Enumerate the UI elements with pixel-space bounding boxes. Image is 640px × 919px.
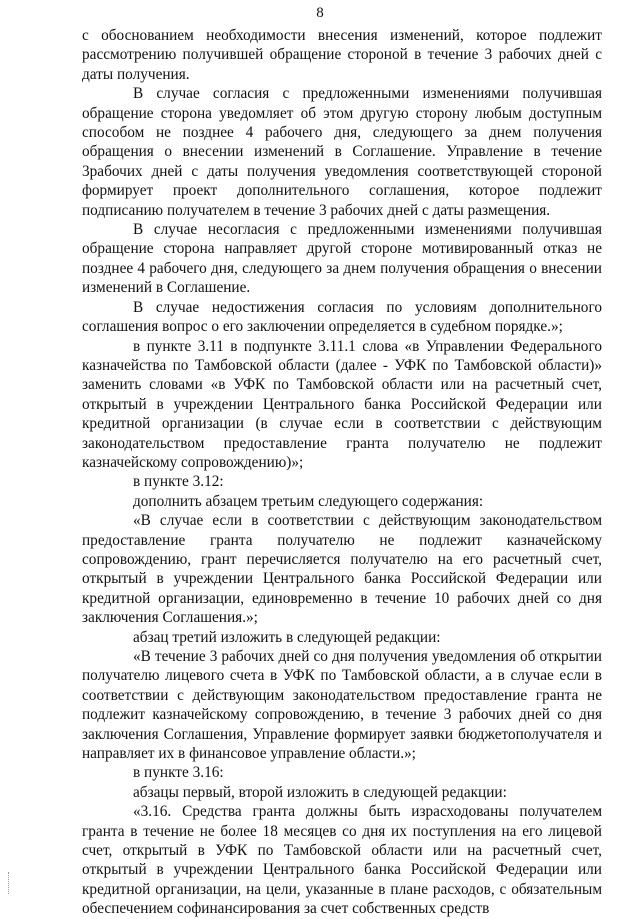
paragraph: дополнить абзацем третьим следующего содержания: <box>133 492 484 510</box>
paragraph: В случае несогласия с предложенными изменениями получившая обращение сторона направляет другой стороне мотивированный отказ не позднее 4 рабочего дня, следующего за днем получения обращения о внесении изменений в Соглашение. <box>82 221 602 297</box>
paragraph: абзацы первый, второй изложить в следующей редакции: <box>133 783 507 801</box>
paragraph: абзац третий изложить в следующей редакции: <box>133 628 441 646</box>
paragraph: «В случае если в соответствии с действующим законодательством предоставление гранта получателю не подлежит казначейскому сопровождению, грант перечисляется получателю на его расчетный счет, открытый в учреждении Центрального банка Российской Федерации или кредитной организации, единовременно в течение 10 рабочих дней со дня заключения Соглашения.»; <box>82 512 602 627</box>
scan-margin-mark <box>8 872 11 894</box>
page-number: 8 <box>316 5 324 21</box>
paragraph: «В течение 3 рабочих дней со дня получения уведомления об открытии получателю лицевого счета в УФК по Тамбовской области, а в случае если в соответствии с действующим законодательством предоставление гранта не подлежит казначейскому сопровождению, в течение 3 рабочих дней со дня заключения Соглашения, Управление формирует заявки бюджетополучателя и направляет их в финансовое управление области.»; <box>82 648 602 763</box>
paragraph: с обоснованием необходимости внесения изменений, которое подлежит рассмотрению получившей обращение стороной в течение 3 рабочих дней с даты получения. <box>82 27 602 83</box>
document-body <box>82 26 602 919</box>
paragraph: в пункте 3.11 в подпункте 3.11.1 слова «в Управлении Федерального казначейства по Тамбовской области (далее - УФК по Тамбовской области)» заменить словами «в УФК по Тамбовской области или на расчетный счет, открытый в учреждении Центрального банка Российской Федерации или кредитной организации (в случае если в соответствии с действующим законодательством предоставление гранта получателю не подлежит казначейскому сопровождению)»; <box>82 337 602 471</box>
paragraph: «3.16. Средства гранта должны быть израсходованы получателем гранта в течение не более 18 месяцев со дня их поступления на его лицевой счет, открытый в УФК по Тамбовской области или на расчетный счет, открытый в учреждении Центрального банка Российской Федерации или кредитной организации, на цели, указанные в плане расходов, с обязательным обеспечением софинансирования за счет собственных средств <box>82 803 602 918</box>
paragraph: в пункте 3.16: <box>133 764 224 782</box>
paragraph: в пункте 3.12: <box>133 473 224 491</box>
paragraph: В случае согласия с предложенными изменениями получившая обращение сторона уведомляет об этом другую сторону любым доступным способом не позднее 4 рабочего дня, следующего за днем получения обращения о внесении изменений в Соглашение. Управление в течение 3рабочих дней с даты получения уведомления соответствующей стороной формирует проект дополнительного соглашения, которое подлежит подписанию получателем в течение 3 рабочих дней с даты размещения. <box>82 85 602 219</box>
paragraph: В случае недостижения согласия по условиям дополнительного соглашения вопрос о его заключении определяется в судебном порядке.»; <box>82 298 602 336</box>
